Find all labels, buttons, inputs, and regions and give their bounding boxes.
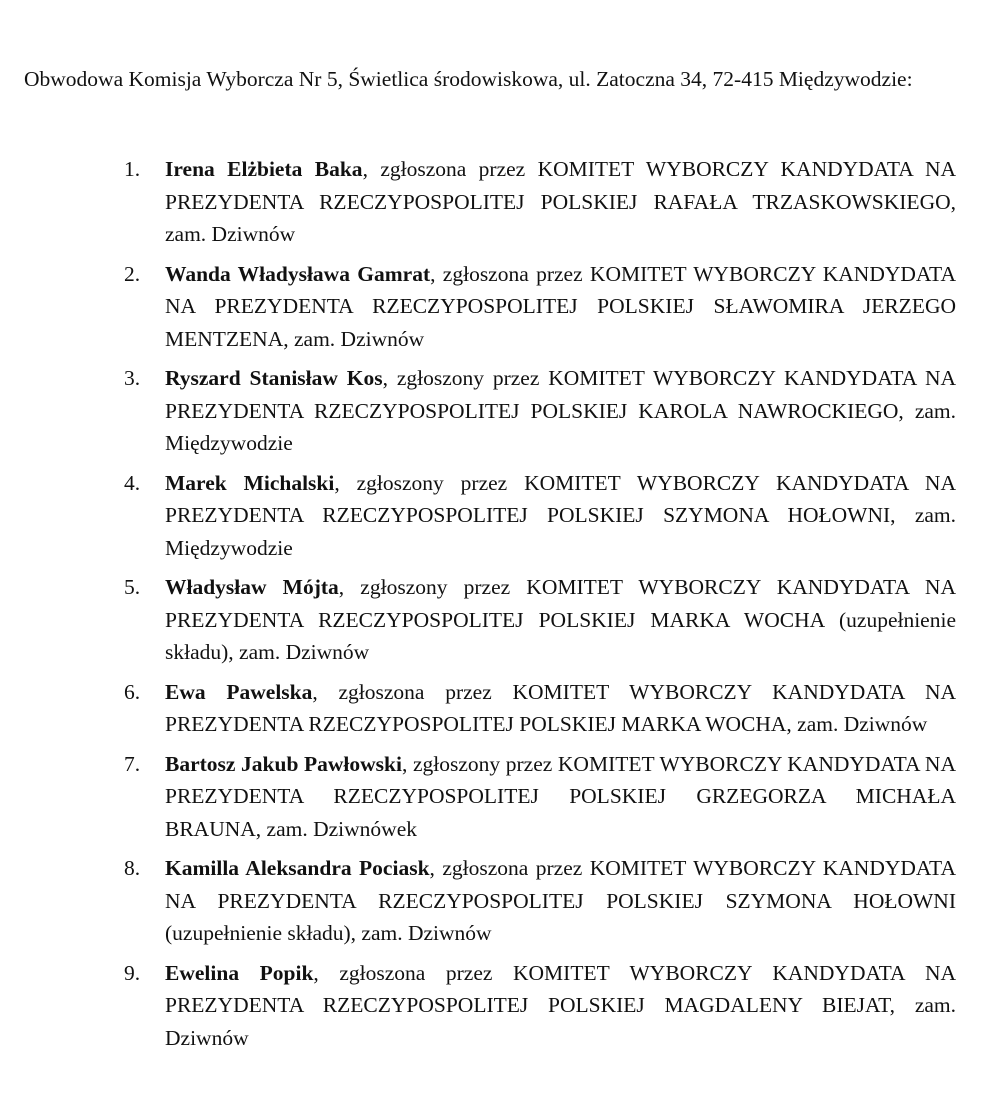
member-details: , zgłoszony przez KOMITET WYBORCZY KANDYDATA NA PREZYDENTA RZECZYPOSPOLITEJ POLSKIEJ SZYMONA HOŁOWNI, zam. Międzywodzie	[165, 470, 956, 560]
list-item-number: 2.	[124, 261, 141, 286]
member-details: , zgłoszona przez KOMITET WYBORCZY KANDYDATA NA PREZYDENTA RZECZYPOSPOLITEJ POLSKIEJ MARKA WOCHA, zam. Dziwnów	[165, 679, 957, 736]
list-item-number: 7.	[124, 751, 141, 776]
list-item	[0, 748, 1000, 846]
list-item	[0, 362, 1000, 460]
list-item-number: 3.	[124, 366, 141, 390]
member-name: Ewelina Popik	[165, 960, 314, 985]
member-details: , zgłoszony przez KOMITET WYBORCZY KANDYDATA NA PREZYDENTA RZECZYPOSPOLITEJ POLSKIEJ GRZEGORZA MICHAŁA BRAUNA, zam. Dziwnówek	[165, 751, 956, 841]
member-name: Ewa Pawelska	[165, 679, 313, 704]
list-item-text	[165, 571, 956, 669]
list-item-text	[165, 748, 956, 846]
member-details: , zgłoszona przez KOMITET WYBORCZY KANDYDATA NA PREZYDENTA RZECZYPOSPOLITEJ POLSKIEJ RAFAŁA TRZASKOWSKIEGO, zam. Dziwnów	[165, 157, 956, 246]
list-item	[0, 153, 1000, 251]
list-item	[0, 467, 1000, 565]
member-name: Ryszard Stanisław Kos	[165, 366, 383, 390]
member-name: Marek Michalski	[165, 470, 335, 495]
list-item-number: 1.	[124, 157, 141, 181]
member-name: Władysław Mójta	[165, 575, 339, 599]
list-item	[0, 852, 1000, 950]
member-name: Wanda Władysława Gamrat	[165, 261, 431, 286]
list-item-number: 8.	[124, 856, 141, 880]
list-item-text	[165, 852, 956, 950]
list-item-number: 4.	[124, 470, 141, 495]
member-details: , zgłoszony przez KOMITET WYBORCZY KANDYDATA NA PREZYDENTA RZECZYPOSPOLITEJ POLSKIEJ KAROLA NAWROCKIEGO, zam. Międzywodzie	[165, 366, 956, 455]
list-item-text	[165, 153, 956, 251]
commission-member-list	[0, 153, 1000, 1061]
list-item-text	[165, 957, 956, 1055]
list-item-text	[165, 362, 956, 460]
member-name: Kamilla Aleksandra Pociask	[165, 856, 430, 880]
list-item	[0, 676, 1000, 741]
commission-heading: Obwodowa Komisja Wyborcza Nr 5, Świetlica środowiskowa, ul. Zatoczna 34, 72-415 Międzywodzie:	[24, 66, 913, 91]
list-item-text	[165, 467, 956, 565]
list-item-number: 6.	[124, 679, 141, 704]
list-item	[0, 258, 1000, 356]
list-item	[0, 571, 1000, 669]
list-item-number: 5.	[124, 575, 141, 599]
member-details: , zgłoszona przez KOMITET WYBORCZY KANDYDATA NA PREZYDENTA RZECZYPOSPOLITEJ POLSKIEJ MAGDALENY BIEJAT, zam. Dziwnów	[165, 960, 956, 1050]
list-item-text	[165, 258, 956, 356]
member-details: , zgłoszona przez KOMITET WYBORCZY KANDYDATA NA PREZYDENTA RZECZYPOSPOLITEJ POLSKIEJ SŁAWOMIRA JERZEGO MENTZENA, zam. Dziwnów	[165, 261, 956, 351]
list-item	[0, 957, 1000, 1055]
member-name: Bartosz Jakub Pawłowski	[165, 751, 402, 776]
member-name: Irena Elżbieta Baka	[165, 157, 363, 181]
list-item-number: 9.	[124, 960, 141, 985]
member-details: , zgłoszony przez KOMITET WYBORCZY KANDYDATA NA PREZYDENTA RZECZYPOSPOLITEJ POLSKIEJ MARKA WOCHA (uzupełnienie składu), zam. Dziwnów	[165, 575, 956, 664]
list-item-text	[165, 676, 956, 741]
member-details: , zgłoszona przez KOMITET WYBORCZY KANDYDATA NA PREZYDENTA RZECZYPOSPOLITEJ POLSKIEJ SZYMONA HOŁOWNI (uzupełnienie składu), zam. Dziwnów	[165, 856, 956, 945]
